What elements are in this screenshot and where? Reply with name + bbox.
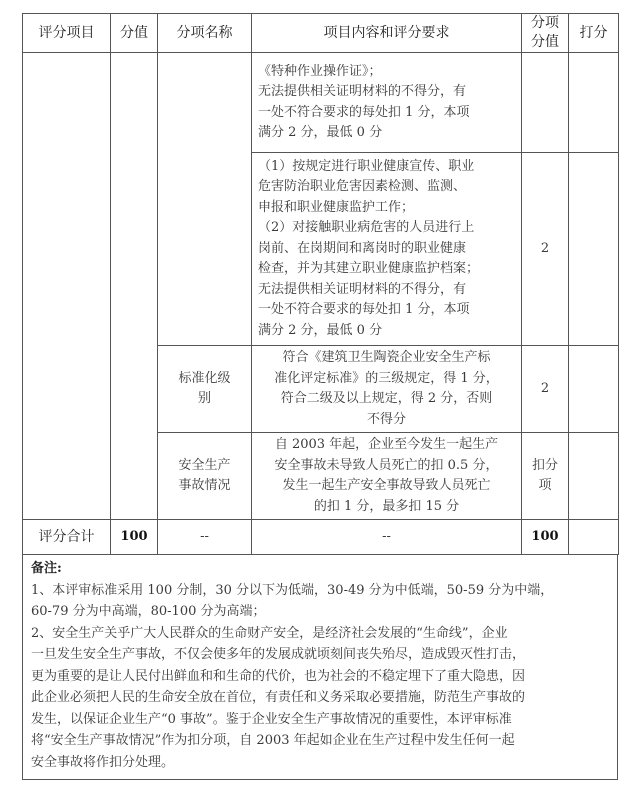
sub-score-cell bbox=[522, 53, 569, 153]
total-mark[interactable] bbox=[569, 520, 619, 555]
scoring-table bbox=[22, 13, 619, 555]
total-content: -- bbox=[252, 520, 522, 555]
notes-line: 安全事故将作扣分处理。 bbox=[31, 754, 175, 770]
notes-line: 2、安全生产关乎广大人民群众的生命财产安全，是经济社会发展的“生命线”，企业 bbox=[31, 625, 508, 641]
score-cell bbox=[111, 53, 158, 520]
sub-score-cell: 2 bbox=[522, 153, 569, 346]
notes-section bbox=[22, 555, 618, 780]
mark-cell[interactable] bbox=[569, 53, 619, 153]
sub-score-cell: 2 bbox=[522, 346, 569, 433]
content-cell: 自 2003 年起，企业至今发生一起生产 安全事故未导致人员死亡的扣 0.5 分， 发生一起生产安全事故导致人员死亡 的扣 1 分，最多扣 15 分 bbox=[252, 433, 522, 520]
header-sub-score: 分项 分值 bbox=[522, 14, 569, 53]
sub-name-cell: 安全生产 事故情况 bbox=[158, 433, 252, 520]
sub-score-cell: 扣分 项 bbox=[522, 433, 569, 520]
header-item: 评分项目 bbox=[23, 14, 111, 53]
header-sub-name: 分项名称 bbox=[158, 14, 252, 53]
notes-line: 发生，以保证企业生产“0 事故”。鉴于企业安全生产事故情况的重要性，本评审标准 bbox=[31, 711, 512, 727]
content-cell: 符合《建筑卫生陶瓷企业安全生产标 准化评定标准》的三级规定，得 1 分， 符合二级及以上规定，得 2 分，否则 不得分 bbox=[252, 346, 522, 433]
header-score: 分值 bbox=[111, 14, 158, 53]
total-row bbox=[23, 520, 619, 555]
mark-cell[interactable] bbox=[569, 433, 619, 520]
sub-name-cell bbox=[158, 53, 252, 346]
header-mark: 打分 bbox=[569, 14, 619, 53]
header-row bbox=[23, 14, 619, 53]
notes-line: 一旦发生安全生产事故，不仅会使多年的发展成就顷刻间丧失殆尽，造成毁灭性打击， bbox=[31, 647, 526, 662]
notes-line: 此企业必须把人民的生命安全放在首位，有责任和义务采取必要措施，防范生产事故的 bbox=[31, 690, 526, 705]
content-cell: （1）按规定进行职业健康宣传、职业 危害防治职业危害因素检测、监测、 申报和职业健康监护工作； （2）对接触职业病危害的人员进行上 岗前、在岗期间和离岗时的职业健康 检查，并为其建立职业健康监护档案； 无法提供相关证明材料的不得分，有 一处不符合要求的每处扣 1 分，本项 满分 2 分，最低 0 分 bbox=[252, 153, 522, 346]
total-sub-score: 100 bbox=[522, 520, 569, 555]
total-label: 评分合计 bbox=[23, 520, 111, 555]
total-score: 100 bbox=[111, 520, 158, 555]
notes-title: 备注: bbox=[31, 561, 62, 576]
mark-cell[interactable] bbox=[569, 346, 619, 433]
mark-cell[interactable] bbox=[569, 153, 619, 346]
sub-name-cell: 标准化级 别 bbox=[158, 346, 252, 433]
notes-line: 将“安全生产事故情况”作为扣分项，自 2003 年起如企业在生产过程中发生任何一起 bbox=[31, 733, 515, 748]
notes-line: 60-79 分为中高端，80-100 分为高端； bbox=[31, 604, 266, 619]
notes-line: 1、本评审标准采用 100 分制，30 分以下为低端，30-49 分为中低端，50-59 分为中端， bbox=[31, 582, 554, 598]
total-sub-name: -- bbox=[158, 520, 252, 555]
header-content: 项目内容和评分要求 bbox=[252, 14, 522, 53]
content-cell: 《特种作业操作证》； 无法提供相关证明材料的不得分，有 一处不符合要求的每处扣 1 分，本项 满分 2 分，最低 0 分 bbox=[252, 53, 522, 153]
scoring-standard-document bbox=[22, 13, 618, 780]
table-row bbox=[23, 53, 619, 153]
item-cell bbox=[23, 53, 111, 520]
notes-line: 更为重要的是让人民付出鲜血和和生命的代价，也为社会的不稳定埋下了重大隐患，因 bbox=[31, 668, 526, 684]
